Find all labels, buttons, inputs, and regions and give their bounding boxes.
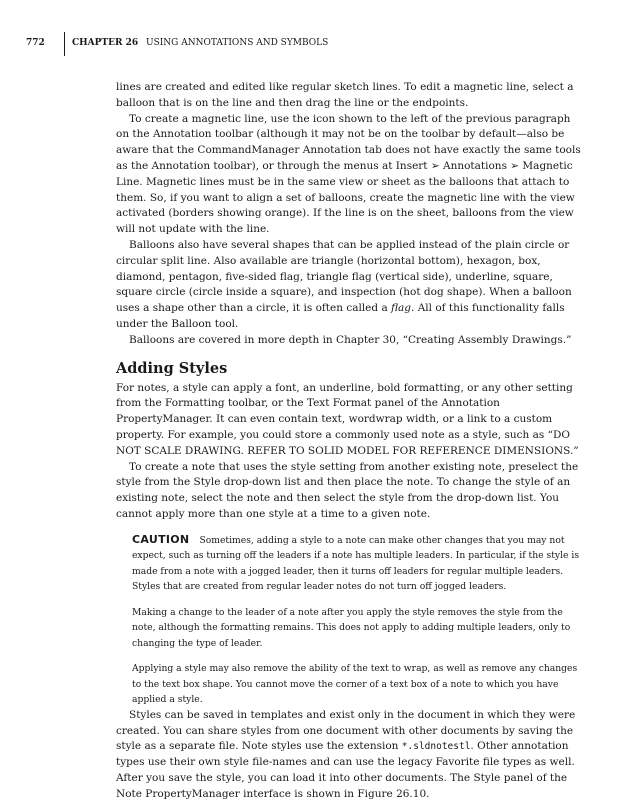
body-paragraph: Balloons are covered in more depth in Chapter 30, “Creating Assembly Drawings.” xyxy=(129,333,572,346)
text-run: . Other annotation types use their own style file-names and can use the legacy Favorite file types as well. After you save the style, you can load it into other documents. The Style panel of the Note PropertyManager interface is shown in Figure 26.10. xyxy=(116,740,575,800)
body-paragraph: For notes, a style can apply a font, an underline, bold formatting, or any other setting from the Formatting toolbar, or the Text Format panel of the Annotation PropertyManager. It can even contain text, wordwrap width, or a link to a custom property. For example, you could store a commonly used note as a style, such as “DO NOT SCALE DRAWING. REFER TO SOLID MODEL FOR REFERENCE DIMENSIONS.” xyxy=(116,381,579,457)
page-body xyxy=(116,80,582,803)
body-paragraph xyxy=(116,238,582,333)
emphasis-flag: flag xyxy=(391,302,412,315)
caution-paragraph: Applying a style may also remove the ability of the text to wrap, as well as remove any changes to the text box shape. You cannot move the corner of a text box of a note to which you have applied a style. xyxy=(132,663,578,706)
caution-paragraph: Making a change to the leader of a note after you apply the style removes the style from the note, although the formatting remains. This does not apply to adding multiple leaders, only to changing the type of leader. xyxy=(132,606,571,649)
body-paragraph: To create a note that uses the style setting from another existing note, preselect the style from the Style drop-down list and then place the note. To change the style of an existing note, select the note and then select the style from the drop-down list. You cannot apply more than one style at a time to a given note. xyxy=(116,460,579,520)
caution-label: CAUTION xyxy=(132,532,190,546)
text-run: . All of this functionality falls under the Balloon tool. xyxy=(116,302,565,330)
file-extension-code: *.sldnotestl xyxy=(401,741,471,753)
text-run: Balloons also have several shapes that can be applied instead of the plain circle or circular split line. Also available are triangle (horizontal bottom), hexagon, box, diamond, pentagon, five-sided flag, triangle flag (vertical side), underline, square, square circle (circle inside a square), and inspection (hot dog shape). When a balloon uses a shape other than a circle, it is often called a xyxy=(116,238,572,315)
body-paragraph xyxy=(116,708,582,803)
caution-box xyxy=(116,532,582,708)
running-header xyxy=(26,34,51,52)
chapter-label: CHAPTER 26 xyxy=(72,38,139,48)
section-heading: Adding Styles xyxy=(116,359,228,377)
chapter-title: USING ANNOTATIONS AND SYMBOLS xyxy=(146,38,329,48)
body-paragraph: lines are created and edited like regular sketch lines. To edit a magnetic line, select a balloon that is on the line and then drag the line or the endpoints. xyxy=(116,81,574,109)
caution-paragraph xyxy=(116,532,582,595)
header-divider xyxy=(64,32,65,56)
caution-text: Sometimes, adding a style to a note can make other changes that you may not expect, such as turning off the leaders if a note has multiple leaders. In particular, if the style is made from a note with a jogged leader, then it turns off leaders for regular multiple leaders. Styles that are created from regular leader notes do not turn off jogged leaders. xyxy=(132,534,580,593)
page-number: 772 xyxy=(26,37,45,48)
body-paragraph: To create a magnetic line, use the icon shown to the left of the previous paragraph on the Annotation toolbar (although it may not be on the toolbar by default—also be aware that the CommandManager Annotation tab does not have exactly the same tools as the Annotation toolbar), or through the menus at Insert ➢ Annotations ➢ Magnetic Line. Magnetic lines must be in the same view or sheet as the balloons that attach to them. So, if you want to align a set of balloons, create the magnetic line with the view activated (borders showing orange). If the line is on the sheet, balloons from the view will not update with the line. xyxy=(116,112,581,236)
text-run: Styles can be saved in templates and exist only in the document in which they were created. You can share styles from one document with other documents by saving the style as a separate file. Note styles use the extension xyxy=(116,708,576,753)
chapter-heading xyxy=(72,38,328,48)
